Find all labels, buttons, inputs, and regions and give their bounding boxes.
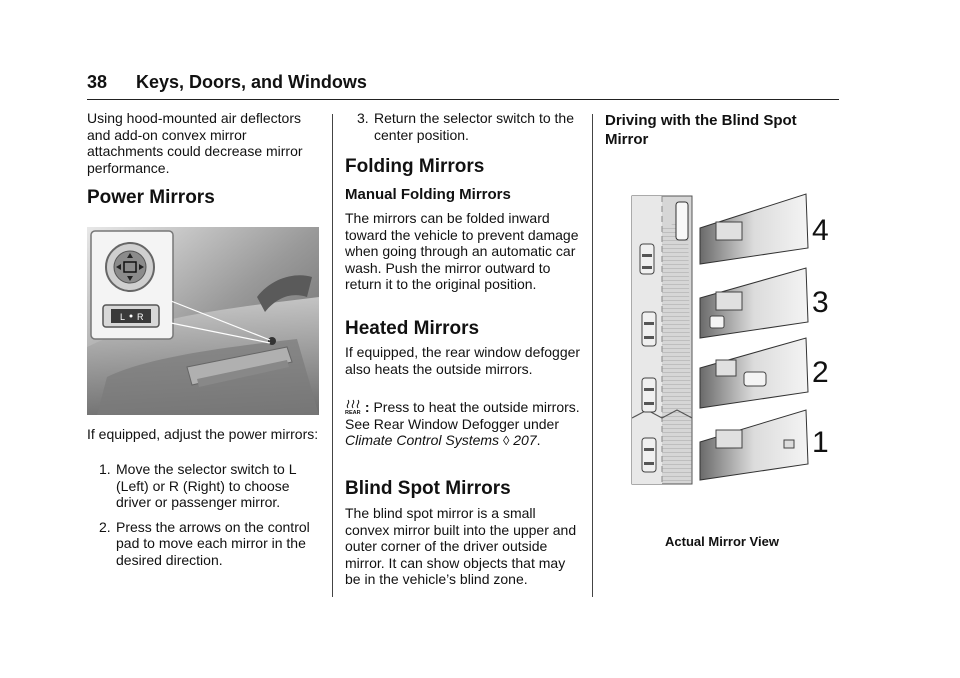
step-number: 2. (99, 518, 111, 535)
figure-left-label: L (120, 312, 126, 322)
list-item (345, 110, 581, 143)
cross-reference-section[interactable]: Climate Control Systems (345, 432, 500, 449)
defogger-paragraph (345, 399, 581, 450)
blind-spot-mirrors-heading: Blind Spot Mirrors (345, 478, 511, 499)
figure-right-label: R (137, 312, 144, 322)
folding-paragraph: The mirrors can be folded inward toward the vehicle to prevent damage when going through an automatic car wash. Push the mirror outward to return it to the original position. (345, 210, 579, 293)
power-mirrors-heading: Power Mirrors (87, 187, 215, 208)
heated-mirrors-heading: Heated Mirrors (345, 318, 480, 339)
blind-spot-mirror-figure (630, 188, 835, 488)
mirror-view-number: 2 (812, 356, 829, 389)
list-item (87, 461, 322, 511)
step-text: Return the selector switch to the center position. (374, 110, 574, 143)
manual-folding-heading: Manual Folding Mirrors (345, 186, 511, 203)
power-mirror-steps (87, 461, 322, 577)
blind-spot-paragraph: The blind spot mirror is a small convex mirror built into the upper and outer corner of the driver outside mirror. It can show objects that may be in the vehicle’s blind zone. (345, 505, 577, 588)
defogger-colon: : (364, 399, 370, 415)
sentence-end: . (536, 432, 541, 449)
cross-reference-page[interactable]: 207 (513, 432, 537, 449)
column-divider (332, 114, 333, 597)
step-number: 3. (357, 110, 369, 126)
power-mirror-steps-continued (345, 110, 581, 151)
intro-paragraph: Using hood-mounted air deflectors and add-on convex mirror attachments could decrease mirror performance. (87, 110, 303, 176)
folding-mirrors-heading: Folding Mirrors (345, 156, 485, 177)
mirror-view-number: 1 (812, 426, 829, 459)
step-text: Move the selector switch to L (Left) or R (Right) to choose driver or passenger mirror. (116, 461, 297, 511)
power-mirror-control-figure (87, 227, 319, 415)
rear-defog-icon-label: REAR (345, 410, 361, 414)
header-rule (87, 99, 839, 100)
mirror-view-number: 3 (812, 286, 829, 319)
page-reference-glyph: ◊ (502, 433, 510, 449)
rear-defog-icon (345, 399, 361, 414)
driving-blind-spot-heading: Driving with the Blind Spot Mirror (605, 112, 797, 148)
defogger-text: Press to heat the outside mirrors. See Rear Window Defogger under (345, 399, 580, 432)
list-item (87, 519, 322, 569)
heated-paragraph: If equipped, the rear window defogger also heats the outside mirrors. (345, 344, 581, 377)
column-divider (592, 114, 593, 597)
power-mirrors-intro: If equipped, adjust the power mirrors: (87, 426, 319, 442)
page-number: 38 (87, 72, 108, 92)
step-text: Press the arrows on the control pad to move each mirror in the desired direction. (116, 518, 310, 568)
step-number: 1. (99, 461, 111, 477)
page-header-title: Keys, Doors, and Windows (136, 72, 367, 92)
figure-caption: Actual Mirror View (665, 534, 779, 549)
mirror-view-number: 4 (812, 214, 829, 247)
